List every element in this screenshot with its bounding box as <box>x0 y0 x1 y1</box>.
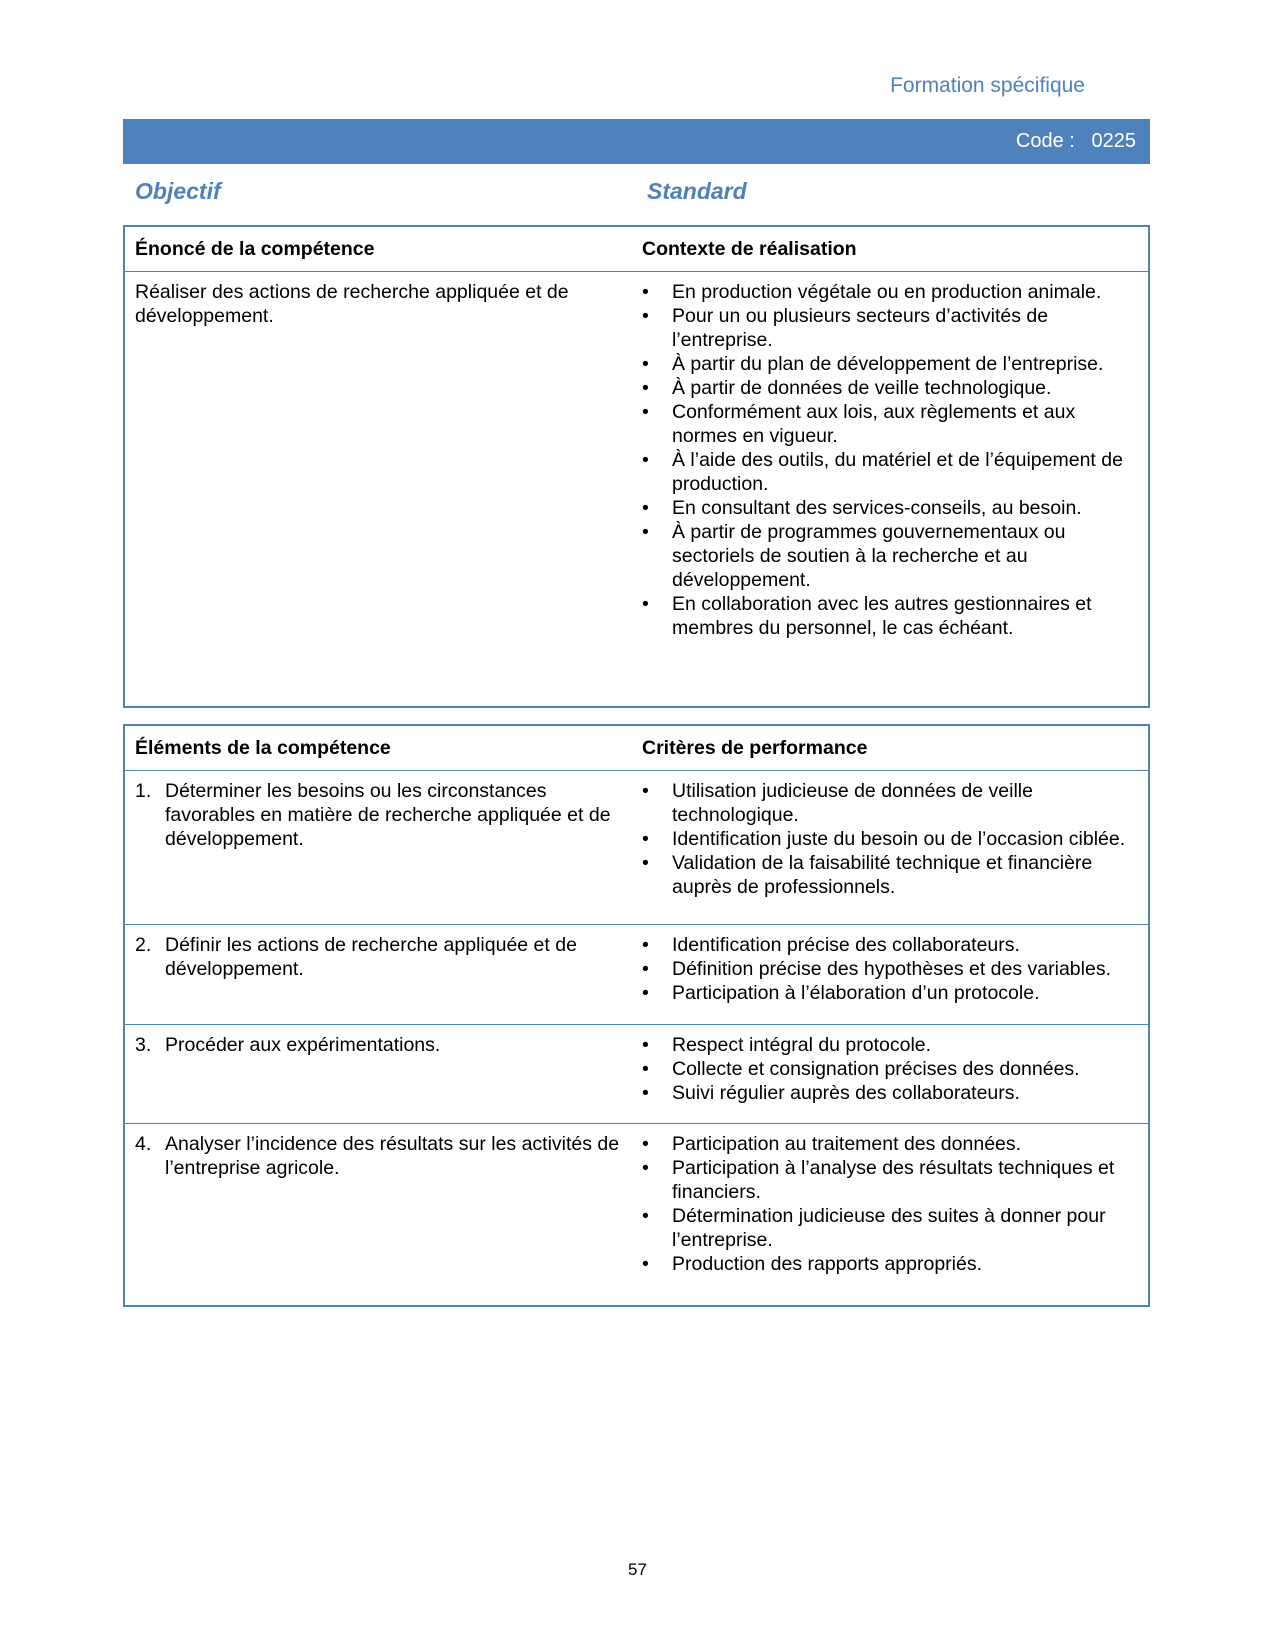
section-title: Formation spécifique <box>890 74 1085 97</box>
criteria-list <box>642 933 1138 1005</box>
table-row <box>124 1124 1149 1306</box>
competence-table <box>123 225 1150 708</box>
elements-table <box>123 724 1150 1307</box>
list-item: • Identification précise des collaborateurs. <box>642 933 1138 957</box>
context-list <box>642 280 1138 640</box>
list-item: • Identification juste du besoin ou de l’occasion ciblée. <box>642 827 1138 851</box>
table-row <box>124 771 1149 925</box>
list-item: • Conformément aux lois, aux règlements et aux normes en vigueur. <box>642 400 1138 448</box>
list-item: • En consultant des services-conseils, au besoin. <box>642 496 1138 520</box>
list-item: • Participation au traitement des données. <box>642 1132 1138 1156</box>
list-item: • Détermination judicieuse des suites à donner pour l’entreprise. <box>642 1204 1138 1252</box>
list-item: • Validation de la faisabilité technique et financière auprès de professionnels. <box>642 851 1138 899</box>
column-heading-objectif: Objectif <box>135 178 221 204</box>
table-row <box>124 1024 1149 1123</box>
list-item: • Respect intégral du protocole. <box>642 1033 1138 1057</box>
page-number: 57 <box>628 1560 647 1579</box>
criteria-list <box>642 1132 1138 1276</box>
list-item: • Utilisation judicieuse de données de veille technologique. <box>642 779 1138 827</box>
list-item: • Suivi régulier auprès des collaborateurs. <box>642 1081 1138 1105</box>
list-item: • À partir de programmes gouvernementaux ou sectoriels de soutien à la recherche et au développement. <box>642 520 1138 592</box>
element-item: 3. Procéder aux expérimentations. <box>135 1033 441 1056</box>
list-item: • À l’aide des outils, du matériel et de l’équipement de production. <box>642 448 1138 496</box>
list-item: • Collecte et consignation précises des données. <box>642 1057 1138 1081</box>
criteria-list <box>642 1033 1138 1105</box>
list-item: • Pour un ou plusieurs secteurs d’activités de l’entreprise. <box>642 304 1138 352</box>
table-row <box>124 925 1149 1024</box>
criteria-header: Critères de performance <box>632 725 1149 771</box>
code-value: 0225 <box>1091 130 1136 152</box>
list-item: • Participation à l’élaboration d’un protocole. <box>642 981 1138 1005</box>
list-item: • En production végétale ou en production animale. <box>642 280 1138 304</box>
context-header: Contexte de réalisation <box>632 226 1149 272</box>
element-item: 2. Définir les actions de recherche appliquée et de développement. <box>135 934 577 981</box>
elements-header: Éléments de la compétence <box>124 725 632 771</box>
competence-statement: Réaliser des actions de recherche appliquée et de développement. <box>135 281 569 327</box>
list-item: • Production des rapports appropriés. <box>642 1252 1138 1276</box>
list-item: • En collaboration avec les autres gestionnaires et membres du personnel, le cas échéant. <box>642 592 1138 640</box>
element-item: 4. Analyser l’incidence des résultats sur les activités de l’entreprise agricole. <box>135 1133 620 1180</box>
criteria-list <box>642 779 1138 899</box>
list-item: • À partir du plan de développement de l’entreprise. <box>642 352 1138 376</box>
code-label: Code : <box>1015 130 1075 152</box>
statement-header: Énoncé de la compétence <box>124 226 632 272</box>
list-item: • À partir de données de veille technologique. <box>642 376 1138 400</box>
list-item: • Participation à l’analyse des résultats techniques et financiers. <box>642 1156 1138 1204</box>
list-item: • Définition précise des hypothèses et des variables. <box>642 957 1138 981</box>
code-bar <box>123 119 1150 164</box>
element-item: 1. Déterminer les besoins ou les circonstances favorables en matière de recherche appliquée et de développement. <box>135 780 611 850</box>
column-heading-standard: Standard <box>647 178 747 204</box>
